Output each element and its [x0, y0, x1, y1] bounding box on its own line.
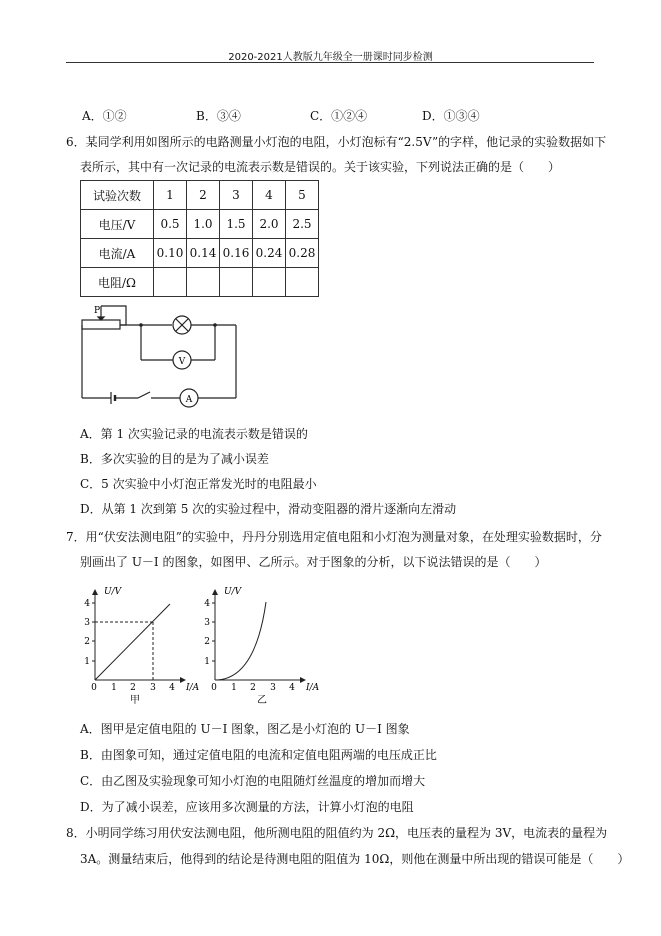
- table-cell: 1: [154, 181, 187, 210]
- circuit-diagram: [78, 300, 248, 415]
- table-row: [81, 210, 319, 239]
- q8-stem-line2: 3A。测量结束后，他得到的结论是待测电阻的阻值为 10Ω，则他在测量中所出现的错误可能是（ ）: [80, 852, 630, 866]
- x-tick: 1: [231, 683, 237, 693]
- y-axis-label: U/V: [224, 587, 242, 597]
- page-header: 2020-2021人教版九年级全一册课时同步检测: [228, 52, 433, 63]
- q6-option-a: A．第 1 次实验记录的电流表示数是错误的: [80, 427, 308, 441]
- table-row: [81, 181, 319, 210]
- q7-option-b: B．由图象可知，通过定值电阻的电流和定值电阻两端的电压成正比: [80, 748, 437, 762]
- table-header-cell: 试验次数: [81, 181, 154, 210]
- y-tick: 2: [204, 637, 210, 647]
- table-cell: 1.5: [220, 210, 253, 239]
- y-tick: 3: [204, 618, 210, 628]
- ammeter-label: A: [185, 395, 193, 405]
- table-cell: [154, 268, 187, 297]
- table-cell: 0.10: [154, 239, 187, 268]
- x-tick: 1: [111, 683, 117, 693]
- table-cell: 0.5: [154, 210, 187, 239]
- table-header-cell: 电流/A: [81, 239, 154, 268]
- table-cell: 0.14: [187, 239, 220, 268]
- q6-option-c: C．5 次实验中小灯泡正常发光时的电阻最小: [80, 477, 317, 491]
- y-tick: 4: [84, 599, 90, 609]
- table-cell: [253, 268, 286, 297]
- nonlinear-curve: [215, 602, 266, 680]
- x-tick: 0: [91, 683, 97, 693]
- x-axis-label: I/A: [186, 683, 200, 693]
- table-cell: 0.24: [253, 239, 286, 268]
- q6-option-b: B．多次实验的目的是为了减小误差: [80, 452, 269, 466]
- y-axis-label: U/V: [104, 587, 122, 597]
- table-cell: 0.16: [220, 239, 253, 268]
- x-tick: 3: [270, 683, 276, 693]
- q6-stem-line2: 表所示，其中有一次记录的电流表示数是错误的。关于该实验，下列说法正确的是（ ）: [80, 160, 561, 174]
- table-cell: 2: [187, 181, 220, 210]
- header-rule: [66, 62, 594, 63]
- table-header-cell: 电阻/Ω: [81, 268, 154, 297]
- q7-stem-line1: 7．用“伏安法测电阻”的实验中，丹丹分别选用定值电阻和小灯泡为测量对象，在处理实验数据时，分: [66, 530, 602, 544]
- table-header-cell: 电压/V: [81, 210, 154, 239]
- x-tick: 3: [150, 683, 156, 693]
- rheostat-label: P: [94, 306, 101, 316]
- q6-stem-line1: 6．某同学利用如图所示的电路测量小灯泡的电阻，小灯泡标有“2.5V”的字样，他记录的实验数据如下: [66, 135, 607, 149]
- q7-option-d: D．为了减小误差，应该用多次测量的方法，计算小灯泡的电阻: [80, 800, 414, 814]
- switch-icon: [138, 392, 150, 398]
- x-tick: 4: [289, 683, 295, 693]
- voltmeter-label: V: [178, 357, 186, 367]
- table-cell: 2.0: [253, 210, 286, 239]
- graph-caption: 乙: [257, 695, 267, 706]
- y-tick: 3: [84, 618, 90, 628]
- y-tick: 1: [204, 657, 210, 667]
- q5-option-b: B．③④: [196, 109, 241, 123]
- q8-stem-line1: 8．小明同学练习用伏安法测电阻，他所测电阻的阻值约为 2Ω，电压表的量程为 3V，电流表的量程为: [66, 826, 608, 840]
- graph-yi: [200, 582, 325, 707]
- table-cell: [220, 268, 253, 297]
- rheostat-icon: [82, 320, 120, 329]
- table-row: [81, 239, 319, 268]
- table-row: [81, 268, 319, 297]
- table-cell: [286, 268, 319, 297]
- q5-option-a: A．①②: [82, 109, 127, 123]
- table-cell: 2.5: [286, 210, 319, 239]
- graph-caption: 甲: [130, 695, 140, 706]
- table-cell: 1.0: [187, 210, 220, 239]
- q7-option-c: C．由乙图及实验现象可知小灯泡的电阻随灯丝温度的增加而增大: [80, 774, 426, 788]
- x-tick: 0: [211, 683, 217, 693]
- q7-option-a: A．图甲是定值电阻的 U－I 图象，图乙是小灯泡的 U－I 图象: [80, 722, 410, 736]
- table-cell: 5: [286, 181, 319, 210]
- q6-option-d: D．从第 1 次到第 5 次的实验过程中，滑动变阻器的滑片逐渐向左滑动: [80, 502, 457, 516]
- q5-option-c: C．①②④: [310, 109, 368, 123]
- table-cell: [187, 268, 220, 297]
- table-cell: 4: [253, 181, 286, 210]
- linear-curve: [95, 604, 170, 680]
- x-tick: 2: [130, 683, 136, 693]
- x-tick: 4: [169, 683, 175, 693]
- x-axis-label: I/A: [306, 683, 320, 693]
- x-tick: 2: [250, 683, 256, 693]
- graph-jia: [80, 582, 205, 707]
- q6-data-table: [80, 180, 319, 297]
- y-tick: 2: [84, 637, 90, 647]
- y-tick: 1: [84, 657, 90, 667]
- table-cell: 3: [220, 181, 253, 210]
- q5-option-d: D．①③④: [422, 109, 480, 123]
- y-tick: 4: [204, 599, 210, 609]
- q7-stem-line2: 别画出了 U－I 的图象，如图甲、乙所示。对于图象的分析，以下说法错误的是（ ）: [80, 555, 547, 569]
- table-cell: 0.28: [286, 239, 319, 268]
